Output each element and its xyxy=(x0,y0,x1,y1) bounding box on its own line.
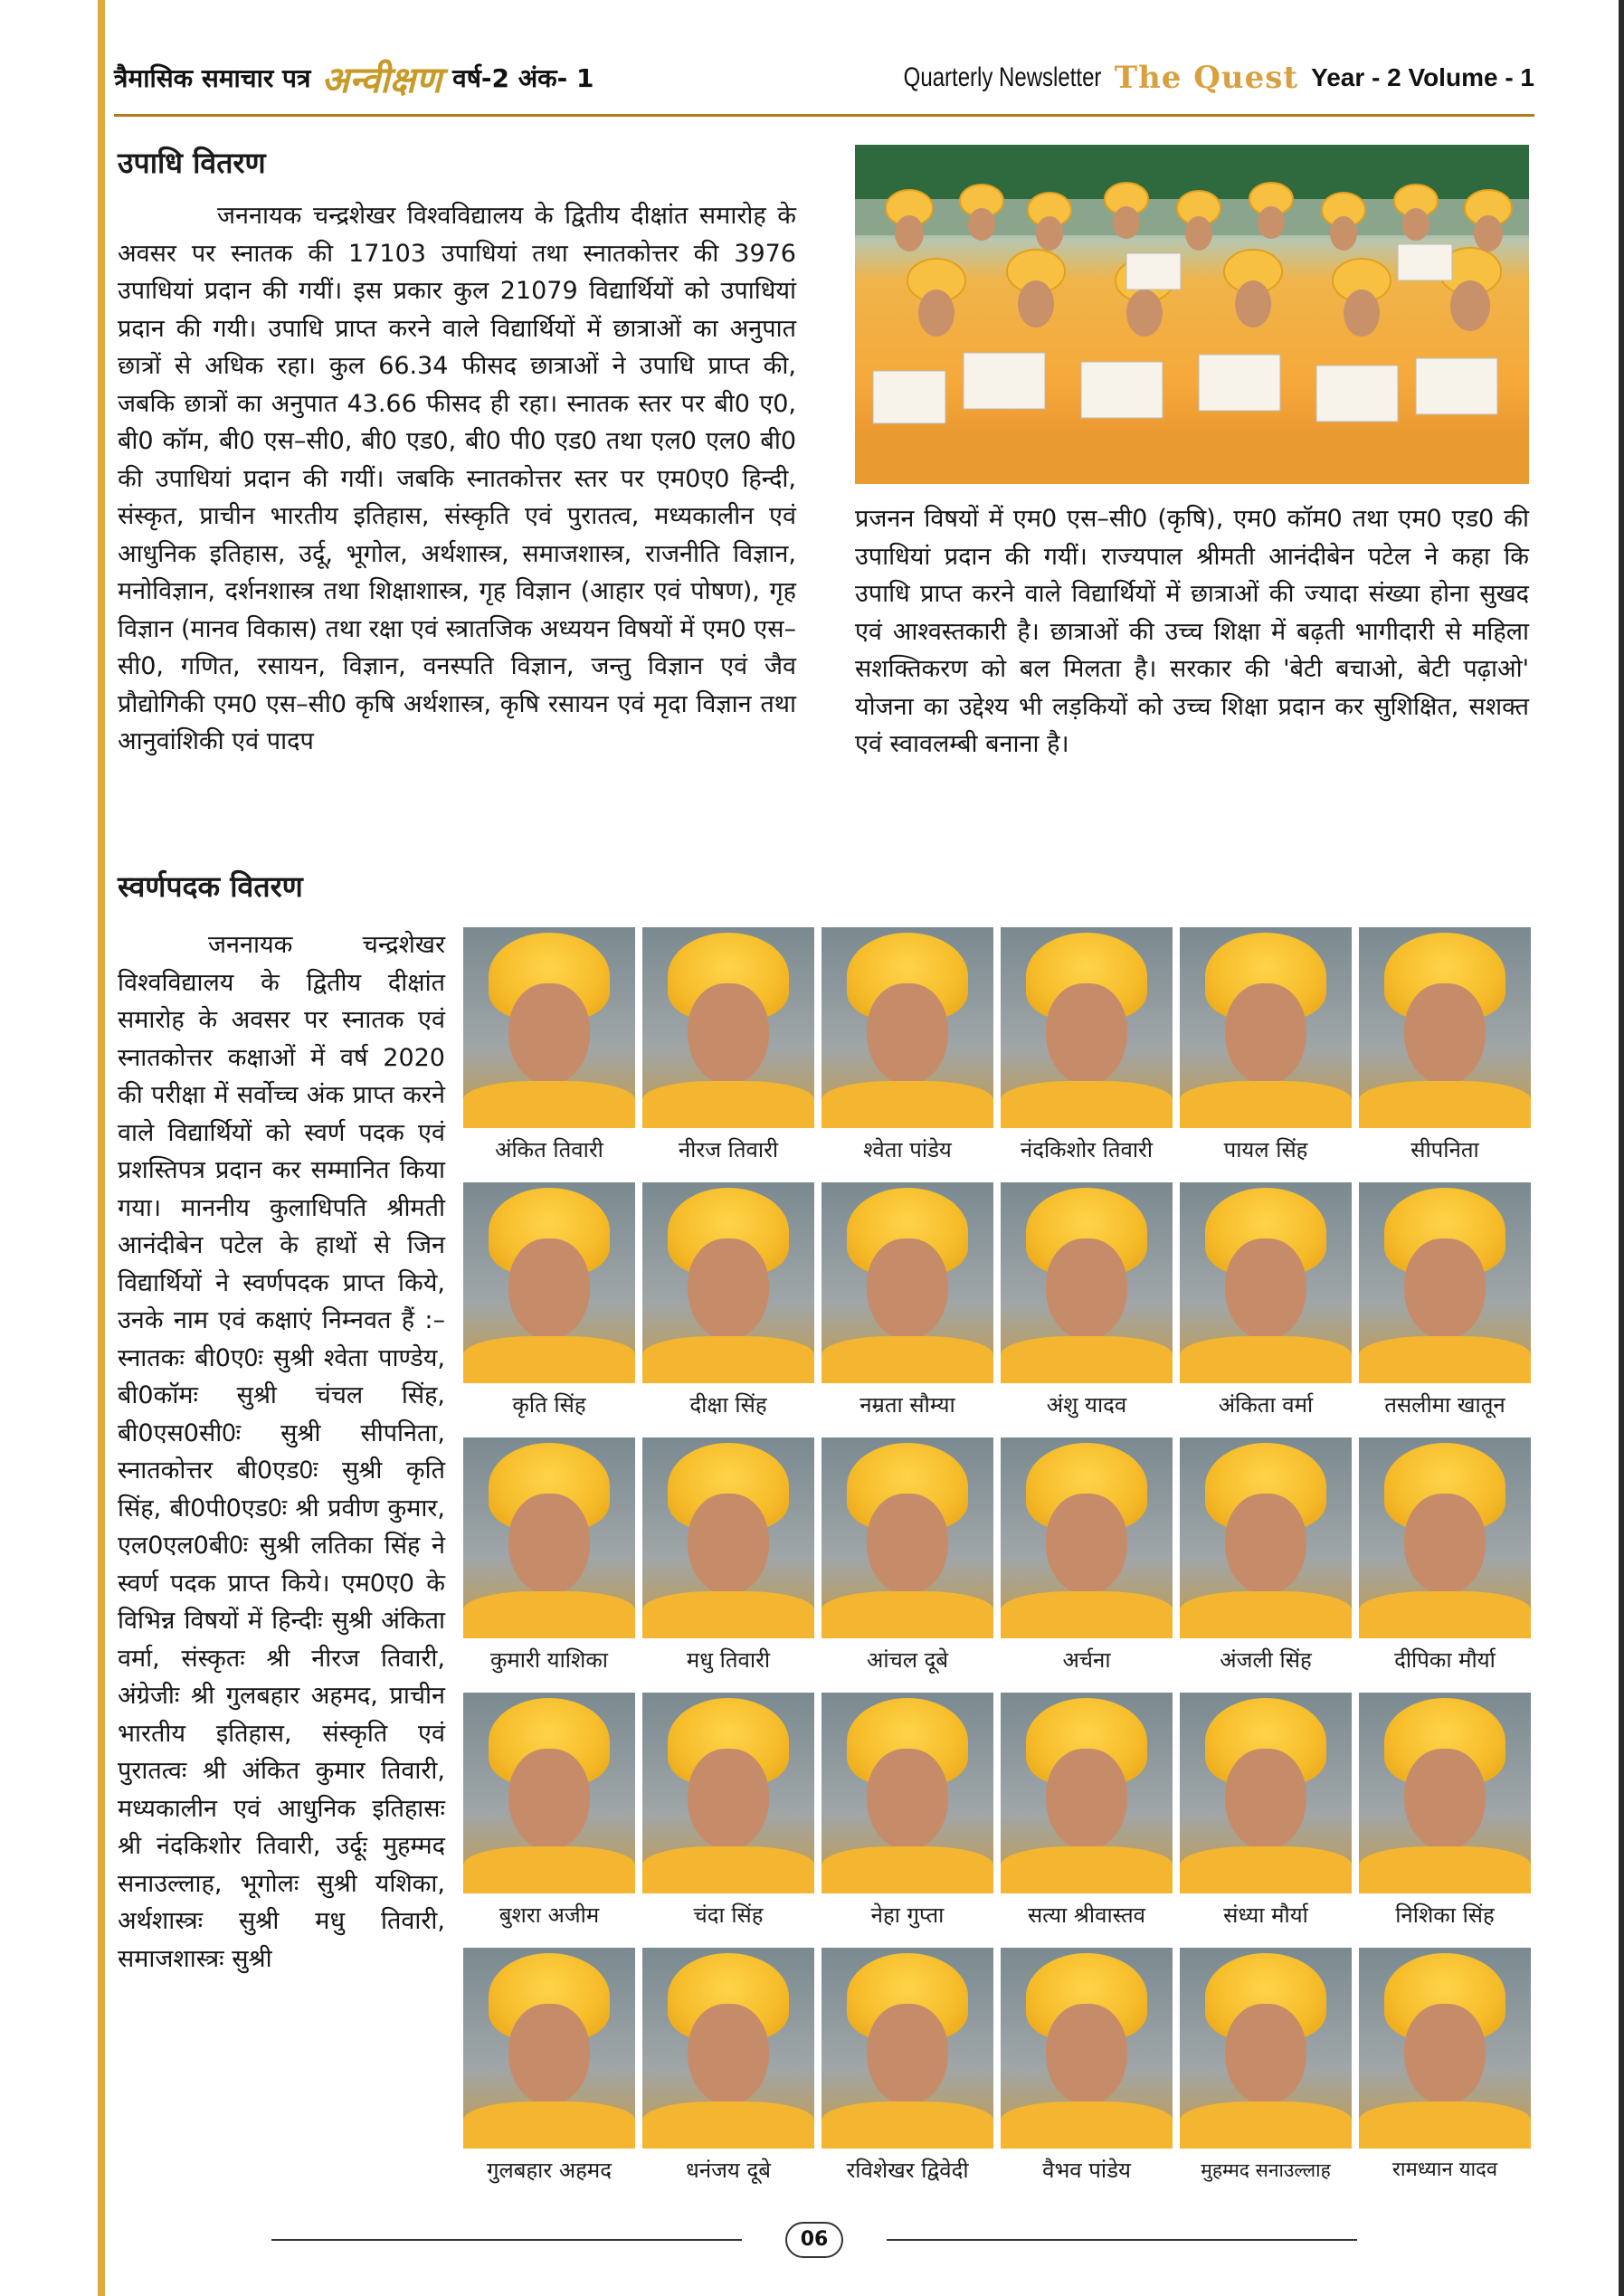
medalist-card xyxy=(1001,1693,1173,1939)
medalist-photo xyxy=(463,1182,635,1383)
page-number: 06 xyxy=(785,2222,843,2258)
medalist-card xyxy=(821,1948,993,2194)
medalist-photo xyxy=(821,927,993,1128)
section-title-degree: उपाधि वितरण xyxy=(118,146,266,180)
medalist-photo xyxy=(463,1693,635,1893)
medalist-card xyxy=(1180,1182,1352,1428)
medalist-photo xyxy=(1359,1948,1531,2149)
medalist-card xyxy=(642,1437,814,1684)
medalist-name: तसलीमा खातून xyxy=(1384,1392,1505,1418)
gold-medal-paragraph xyxy=(118,926,445,1978)
medalist-name: आंचल दूबे xyxy=(866,1647,949,1673)
medalist-photo xyxy=(1359,1182,1531,1383)
medalist-name: चंदा सिंह xyxy=(693,1902,764,1928)
medalist-photo xyxy=(642,1437,814,1638)
degree-paragraph-left-text: जननायक चन्द्रशेखर विश्वविद्यालय के द्वितीय दीक्षांत समारोह के अवसर पर स्नातक की 17103 उपाधियां तथा स्नातकोत्तर की 3976 उपाधियां प्रदान की गयीं। इस प्रकार कुल 21079 विद्यार्थियों को उपाधियां प्रदान की गयी। उपाधि प्राप्त करने वाले विद्यार्थियों में छात्राओं का अनुपात छात्रों से अधिक रहा। कुल 66.34 फीसद छात्राओं ने उपाधि प्राप्त की, जबकि छात्रों का अनुपात 43.66 फीसद ही रहा। स्नातक स्तर पर बी0 ए0, बी0 कॉम, बी0 एस–सी0, बी0 एड0, बी0 पी0 एड0 तथा एल0 एल0 बी0 की उपाधियां प्रदान की गयीं। जबकि स्नातकोत्तर स्तर पर एम0ए0 हिन्दी, संस्कृत, प्राचीन भारतीय इतिहास, संस्कृति एवं पुरातत्व, मध्यकालीन एवं आधुनिक इतिहास, उर्दू, भूगोल, अर्थशास्त्र, समाजशास्त्र, राजनीति विज्ञान, मनोविज्ञान, दर्शनशास्त्र तथा शिक्षाशास्त्र, गृह विज्ञान (आहार एवं पोषण), गृह विज्ञान (मानव विकास) तथा रक्षा एवं स्त्रातजिक अध्ययन विषयों में एम0 एस–सी0, गणित, रसायन, विज्ञान, वनस्पति विज्ञान, जन्तु विज्ञान एवं जैव प्रौद्योगिकी एम0 एस–सी0 कृषि अर्थशास्त्र, कृषि रसायन एवं मृदा विज्ञान तथा आनुवांशिकी एवं पादप xyxy=(118,202,796,755)
medalist-photo xyxy=(1001,1437,1173,1638)
medalist-card xyxy=(1180,1437,1352,1684)
medalist-name: संध्या मौर्या xyxy=(1223,1902,1308,1928)
medalist-card xyxy=(1180,1948,1352,2194)
medalist-card xyxy=(1359,1437,1531,1684)
medalist-name: नंदकिशोर तिवारी xyxy=(1020,1137,1154,1162)
medalist-photo xyxy=(821,1182,993,1383)
medalist-card xyxy=(821,927,993,1173)
medalist-name: बुशरा अजीम xyxy=(499,1902,600,1928)
degree-paragraph-right: प्रजनन विषयों में एम0 एस–सी0 (कृषि), एम0 कॉम0 तथा एम0 एड0 की उपाधियां प्रदान की गयीं। राज्यपाल श्रीमती आनंदीबेन पटेल ने कहा कि उपाधि प्राप्त करने वाले विद्यार्थियों में छात्राओं की ज्यादा संख्या होना सुखद एवं आश्वस्तकारी है। छात्राओं की उच्च शिक्षा में बढ़ती भागीदारी से महिला सशक्तिकरण को बल मिलता है। सरकार की 'बेटी बचाओ, बेटी पढ़ाओ' योजना का उद्देश्य भी लड़कियों को उच्च शिक्षा प्रदान कर सुशिक्षित, सशक्त एवं स्वावलम्बी बनाना है। xyxy=(855,505,1529,758)
page-header xyxy=(114,52,1534,103)
medalist-card xyxy=(821,1693,993,1939)
medalist-photo xyxy=(1001,1693,1173,1893)
medalist-photo xyxy=(463,1948,635,2149)
medalist-card xyxy=(642,1182,814,1428)
medalist-name: धनंजय दूबे xyxy=(686,2158,771,2183)
medalist-card xyxy=(642,927,814,1173)
medalist-name: सीपनिता xyxy=(1410,1137,1479,1162)
medalist-name: कुमारी याशिका xyxy=(490,1647,608,1673)
right-edge-bar xyxy=(1619,0,1624,2296)
medalist-card xyxy=(1001,927,1173,1173)
medalist-name: अंशु यादव xyxy=(1046,1392,1127,1418)
medalist-photo xyxy=(1180,927,1352,1128)
convocation-photo-art xyxy=(855,145,1529,484)
medalist-name: अर्चना xyxy=(1062,1647,1111,1673)
medalist-photo xyxy=(642,927,814,1128)
medalist-photo xyxy=(642,1948,814,2149)
header-left xyxy=(114,52,594,103)
medalist-photo xyxy=(642,1693,814,1893)
medalist-card xyxy=(1001,1948,1173,2194)
medalist-photo xyxy=(821,1693,993,1893)
header-hindi-label: त्रैमासिक समाचार पत्र xyxy=(114,63,311,93)
medalist-photo xyxy=(1359,1437,1531,1638)
medalist-name: गुलबहार अहमद xyxy=(486,2158,613,2183)
gold-medalists-grid xyxy=(463,927,1531,2203)
medalist-name: अंकित तिवारी xyxy=(495,1137,603,1162)
medalist-card xyxy=(463,1948,635,2194)
medalist-photo xyxy=(463,927,635,1128)
medalist-card xyxy=(1359,927,1531,1173)
medalist-photo xyxy=(1359,1693,1531,1893)
medalist-name: नीरज तिवारी xyxy=(678,1137,779,1162)
medalist-name: श्वेता पांडेय xyxy=(863,1137,952,1162)
medalist-name: सत्या श्रीवास्तव xyxy=(1027,1902,1146,1928)
medalist-card xyxy=(642,1948,814,2194)
medalist-name: नेहा गुप्ता xyxy=(870,1902,945,1928)
medalist-card xyxy=(463,1182,635,1428)
footer-rule-left xyxy=(271,2239,742,2241)
medalist-photo xyxy=(642,1182,814,1383)
medalist-name: अंकिता वर्मा xyxy=(1218,1392,1314,1418)
medalist-name: रामध्यान यादव xyxy=(1391,2158,1498,2181)
medalist-card xyxy=(821,1437,993,1684)
header-right xyxy=(854,52,1534,103)
header-hindi-brand: अन्वीक्षण xyxy=(321,58,442,101)
medalist-photo xyxy=(1180,1182,1352,1383)
medalist-card xyxy=(1359,1182,1531,1428)
medalist-name: दीक्षा सिंह xyxy=(689,1392,767,1418)
section-title-gold-medal: स्वर्णपदक वितरण xyxy=(118,869,303,904)
medalist-card xyxy=(463,927,635,1173)
convocation-photo xyxy=(855,145,1529,484)
medalist-name: अंजली सिंह xyxy=(1220,1647,1312,1673)
medalist-card xyxy=(1359,1693,1531,1939)
medalist-card xyxy=(463,1437,635,1684)
medalist-card xyxy=(821,1182,993,1428)
medalist-name: मधु तिवारी xyxy=(686,1647,771,1673)
medalist-name: दीपिका मौर्या xyxy=(1394,1647,1496,1673)
header-english-brand: The Quest xyxy=(1114,60,1299,96)
medalist-photo xyxy=(1001,1182,1173,1383)
medalist-photo xyxy=(1001,1948,1173,2149)
degree-paragraph-left xyxy=(118,197,796,761)
left-accent-bar xyxy=(98,0,105,2296)
medalist-photo xyxy=(1180,1948,1352,2149)
medalist-name: मुहम्मद सनाउल्लाह xyxy=(1201,2159,1331,2181)
header-hindi-issue: वर्ष-2 अंक- 1 xyxy=(452,63,594,93)
medalist-card xyxy=(1180,927,1352,1173)
medalist-name: निशिका सिंह xyxy=(1395,1902,1495,1928)
medalist-card xyxy=(463,1693,635,1939)
medalist-photo xyxy=(821,1948,993,2149)
medalist-photo xyxy=(1359,927,1531,1128)
medalist-card xyxy=(642,1693,814,1939)
medalist-name: नम्रता सौम्या xyxy=(859,1392,955,1418)
page-footer xyxy=(271,2222,1357,2258)
medalist-name: पायल सिंह xyxy=(1223,1137,1308,1162)
header-english-label: Quarterly Newsletter xyxy=(904,62,1102,92)
header-divider xyxy=(114,114,1534,117)
medalist-name: वैभव पांडेय xyxy=(1042,2158,1131,2183)
footer-rule-right xyxy=(887,2239,1357,2241)
medalist-card xyxy=(1180,1693,1352,1939)
medalist-photo xyxy=(1180,1437,1352,1638)
medalist-card xyxy=(1001,1437,1173,1684)
medalist-name: कृति सिंह xyxy=(512,1392,586,1418)
medalist-name: रविशेखर द्विवेदी xyxy=(846,2158,969,2183)
medalist-card xyxy=(1359,1948,1531,2194)
medalist-card xyxy=(1001,1182,1173,1428)
gold-medal-paragraph-text: जननायक चन्द्रशेखर विश्वविद्यालय के द्वितीय दीक्षांत समारोह के अवसर पर स्नातक एवं स्नातकोत्तर कक्षाओं में वर्ष 2020 की परीक्षा में सर्वोच्च अंक प्राप्त करने वाले विद्यार्थियों को स्वर्ण पदक एवं प्रशस्तिपत्र प्रदान कर सम्मानित किया गया। माननीय कुलाधिपति श्रीमती आनंदीबेन पटेल के हाथों से जिन विद्यार्थियों ने स्वर्णपदक प्राप्त किये, उनके नाम एवं कक्षाएं निम्नवत हैं :– स्नातकः बी0ए0ः सुश्री श्वेता पाण्डेय, बी0कॉमः सुश्री चंचल सिंह, बी0एस0सी0ः सुश्री सीपनिता, स्नातकोत्तर बी0एड0ः सुश्री कृति सिंह, बी0पी0एड0ः श्री प्रवीण कुमार, एल0एल0बी0ः सुश्री लतिका सिंह ने स्वर्ण पदक प्राप्त किये। एम0ए0 के विभिन्न विषयों में हिन्दीः सुश्री अंकिता वर्मा, संस्कृतः श्री नीरज तिवारी, अंग्रेजीः श्री गुलबहार अहमद, प्राचीन भारतीय इतिहास, संस्कृति एवं पुरातत्वः श्री अंकित कुमार तिवारी, मध्यकालीन एवं आधुनिक इतिहासः श्री नंदकिशोर तिवारी, उर्दूः मुहम्मद सनाउल्लाह, भूगोलः सुश्री यशिका, अर्थशास्त्रः सुश्री मधु तिवारी, समाजशास्त्रः सुश्री xyxy=(118,931,445,1973)
medalist-photo xyxy=(1180,1693,1352,1893)
medalist-photo xyxy=(463,1437,635,1638)
medalist-photo xyxy=(821,1437,993,1638)
medalist-photo xyxy=(1001,927,1173,1128)
header-english-issue: Year - 2 Volume - 1 xyxy=(1311,63,1534,91)
